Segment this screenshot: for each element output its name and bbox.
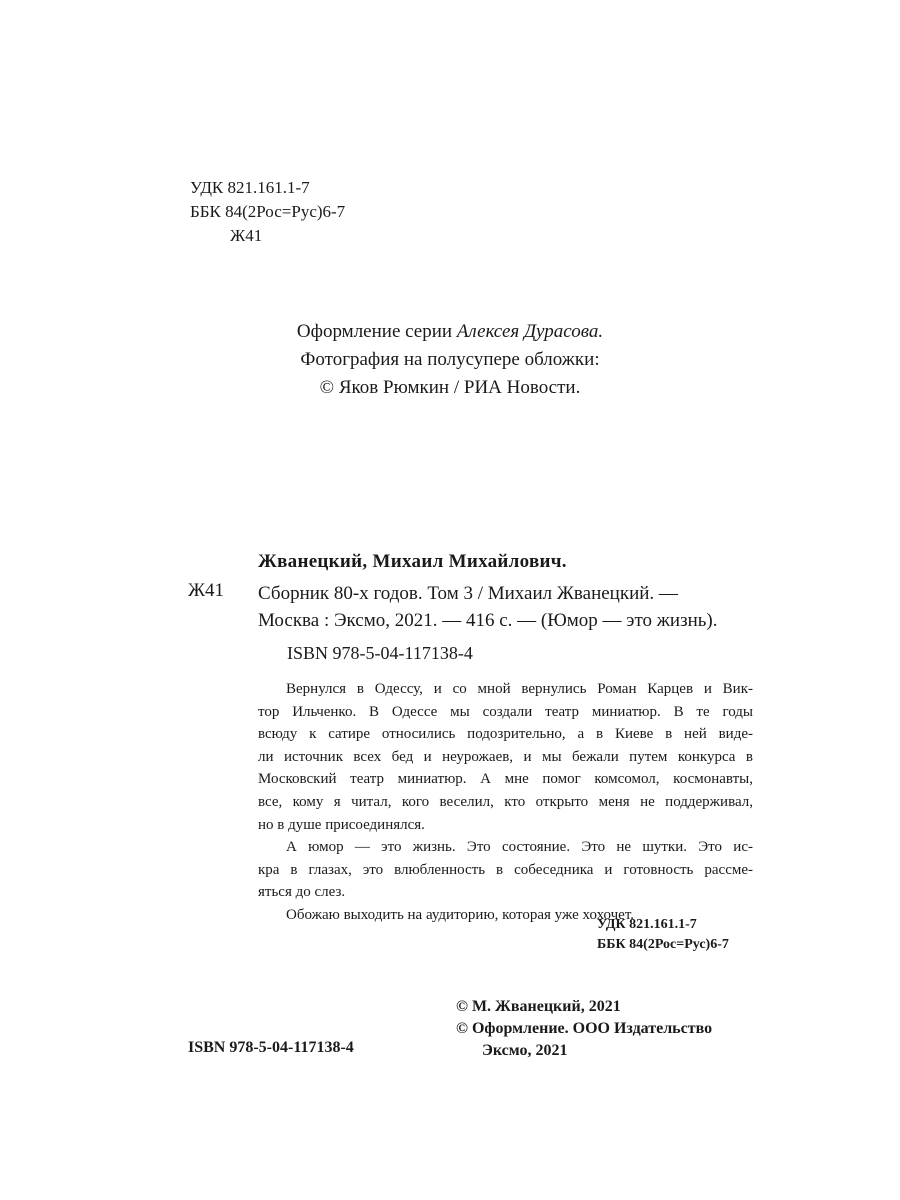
bbk-code: ББК 84(2Рос=Рус)6-7	[190, 202, 346, 221]
annotation	[258, 678, 753, 927]
annotation-line: но в душе присоединялся.	[258, 816, 425, 833]
copyright-block	[456, 996, 712, 1062]
annotation-line: всюду к сатире относились подозрительно, а в Киеве в ней виде-	[258, 726, 753, 743]
right-classification-codes	[597, 915, 729, 955]
annotation-line: Вернулся в Одессу, и со мной вернулись Роман Карцев и Вик-	[286, 681, 753, 697]
bibliographic-author: Жванецкий, Михаил Михайлович.	[258, 551, 567, 572]
isbn-bottom: ISBN 978-5-04-117138-4	[188, 1039, 354, 1056]
annotation-line: кра в глазах, это влюбленность в собеседника и готовность рассме-	[258, 861, 753, 878]
bibliographic-line-2: Москва : Эксмо, 2021. — 416 с. — (Юмор — это жизнь).	[258, 610, 718, 631]
annotation-line: все, кому я читал, кого веселил, кто открыто меня не поддерживал,	[258, 793, 753, 810]
series-design-line	[0, 318, 900, 346]
photo-credit: © Яков Рюмкин / РИА Новости.	[319, 377, 581, 398]
bbk-code-right: ББК 84(2Рос=Рус)6-7	[597, 937, 729, 952]
udk-code: УДК 821.161.1-7	[190, 178, 310, 197]
annotation-line: Московский театр миниатюр. А мне помог комсомол, космонавты,	[258, 771, 753, 788]
annotation-line: Обожаю выходить на аудиторию, которая уже хохочет.	[286, 906, 635, 923]
bibliographic-description	[258, 580, 717, 634]
udk-code-right: УДК 821.161.1-7	[597, 917, 697, 932]
design-credits	[0, 318, 900, 402]
bibliographic-index-mark: Ж41	[188, 580, 225, 601]
bibliographic-isbn: ISBN 978-5-04-117138-4	[287, 643, 473, 663]
annotation-line: тор Ильченко. В Одессе мы создали театр миниатюр. В те годы	[258, 703, 753, 720]
copyright-design: © Оформление. ООО Издательство	[456, 1020, 713, 1037]
annotation-line: яться до слез.	[258, 884, 346, 901]
copyright-author: © М. Жванецкий, 2021	[456, 998, 621, 1015]
annotation-line: А юмор — это жизнь. Это состояние. Это не шутки. Это ис-	[286, 839, 753, 856]
copyright-publisher: Эксмо, 2021	[482, 1042, 568, 1059]
series-designer-name: Алексея Дурасова.	[456, 321, 604, 342]
author-mark: Ж41	[230, 226, 263, 245]
annotation-line: ли источник всех бед и неурожаев, и мы бежали путем конкурса в	[258, 748, 753, 765]
photo-line: Фотография на полусупере обложки:	[300, 349, 600, 370]
top-classification-codes	[190, 176, 345, 248]
series-design-prefix: Оформление серии	[296, 321, 457, 342]
bibliographic-line-1: Сборник 80-х годов. Том 3 / Михаил Жванецкий. —	[258, 583, 678, 604]
